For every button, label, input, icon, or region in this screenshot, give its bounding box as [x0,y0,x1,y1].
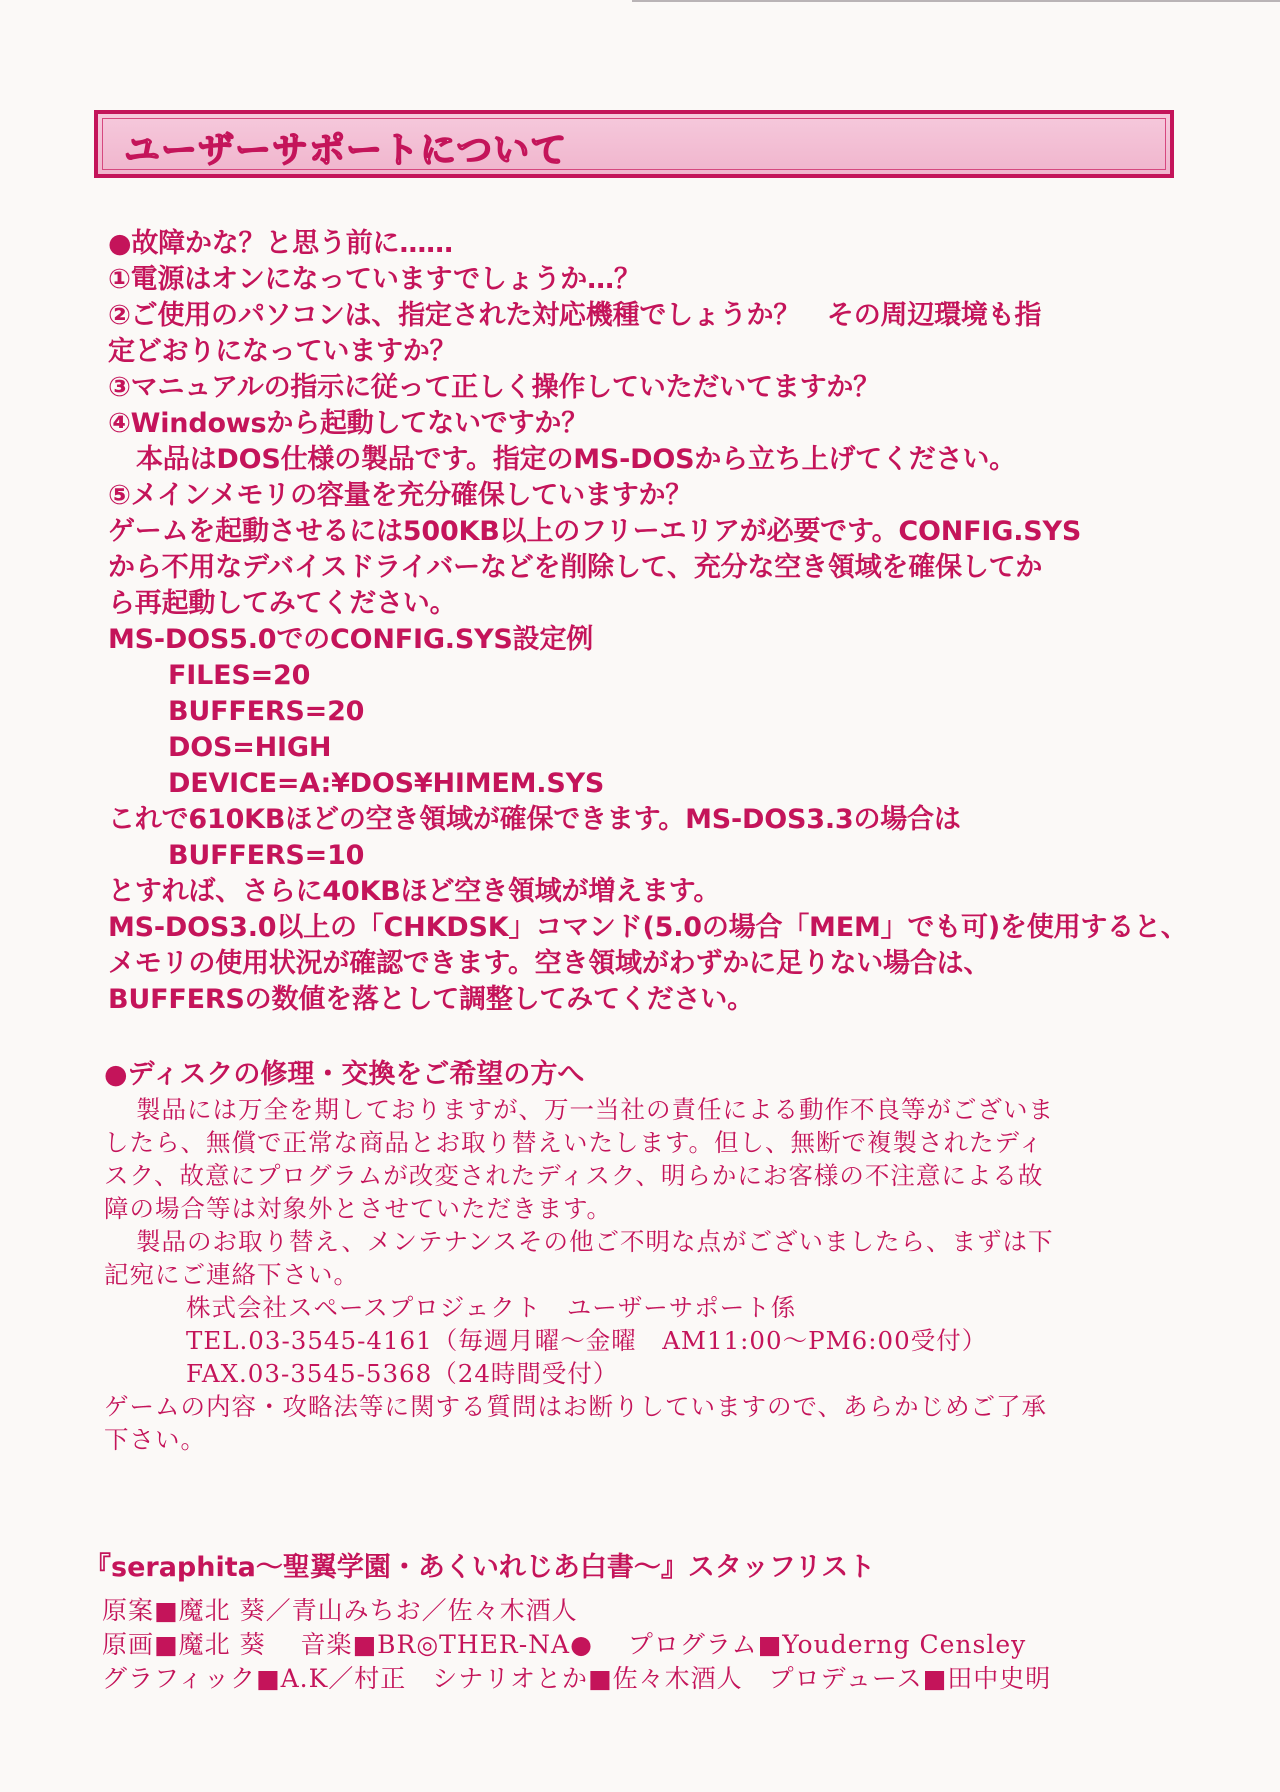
top-border-line [632,0,1280,2]
staff-line: グラフィック■A.K／村正 シナリオとか■佐々木酒人 プロデュース■田中史明 [102,1664,1052,1693]
config-line: BUFFERS=10 [168,840,365,871]
faq-item-5-text: ら再起動してみてください。 [108,588,457,619]
repair-text: ゲームの内容・攻略法等に関する質問はお断りしていますので、あらかじめご了承 [104,1392,1048,1421]
faq-item-5-text: から不用なデバイスドライバーなどを削除して、充分な空き領域を確保してか [108,552,1043,583]
faq-item-1: ①電源はオンになっていますでしょうか…？ [108,264,641,295]
repair-text: 製品には万全を期しておりますが、万一当社の責任による動作不良等がございま [136,1095,1054,1124]
repair-text: 障の場合等は対象外とさせていただきます。 [104,1194,613,1223]
config-line: DOS=HIGH [168,732,332,763]
config-line: DEVICE=A:¥DOS¥HIMEM.SYS [168,768,605,799]
faq-item-5-text: ゲームを起動させるには500KB以上のフリーエリアが必要です。CONFIG.SYS [108,516,1082,547]
config-example-heading: MS-DOS5.0でのCONFIG.SYS設定例 [108,624,594,655]
repair-text: 記宛にご連絡下さい。 [104,1260,359,1289]
support-tel: TEL.03-3545-4161（毎週月曜～金曜 AM11:00～PM6:00受付） [186,1326,988,1355]
support-fax: FAX.03-3545-5368（24時間受付） [186,1359,619,1388]
troubleshooting-section [108,226,1188,1018]
faq-item-5: ⑤メインメモリの容量を充分確保していますか？ [108,480,693,511]
staff-list [102,1594,1202,1696]
faq-heading: ●故障かな？と思う前に…… [108,228,453,259]
faq-item-4-note: 本品はDOS仕様の製品です。指定のMS-DOSから立ち上げてください。 [136,444,1016,475]
faq-item-4: ④Windowsから起動してないですか？ [108,408,589,439]
repair-text: 製品のお取り替え、メンテナンスその他ご不明な点がございましたら、まずは下 [136,1227,1054,1256]
repair-text: スク、故意にプログラムが改変されたディスク、明らかにお客様の不注意による故 [104,1161,1044,1190]
faq-item-3: ③マニュアルの指示に従って正しく操作していただいてますか？ [108,372,880,403]
section-banner [94,110,1174,178]
config-line: BUFFERS=20 [168,696,365,727]
support-company: 株式会社スペースプロジェクト ユーザーサポート係 [186,1293,797,1322]
faq-text: MS-DOS3.0以上の「CHKDSK」コマンド(5.0の場合「MEM」でも可)を使用すると、 [108,912,1188,943]
faq-text: BUFFERSの数値を落として調整してみてください。 [108,984,754,1015]
faq-item-2: ②ご使用のパソコンは、指定された対応機種でしょうか？ その周辺環境も指 [108,300,1042,331]
repair-text: 下さい。 [104,1425,206,1454]
staff-line: 原案■魔北 葵／青山みちお／佐々木酒人 [102,1596,578,1625]
repair-heading: ●ディスクの修理・交換をご希望の方へ [104,1059,585,1090]
repair-text: したら、無償で正常な商品とお取り替えいたします。但し、無断で複製されたディ [104,1128,1044,1157]
faq-text: これで610KBほどの空き領域が確保できます。MS-DOS3.3の場合は [108,804,961,835]
page-title: ユーザーサポートについて [124,130,568,171]
faq-text: メモリの使用状況が確認できます。空き領域がわずかに足りない場合は、 [108,948,991,979]
config-line: FILES=20 [168,660,311,691]
staff-line: 原画■魔北 葵 音楽■BR◎THER-NA● プログラム■Youderng Censley [102,1630,1027,1659]
repair-section [104,1093,1184,1456]
faq-item-2-cont: 定どおりになっていますか？ [108,336,457,367]
faq-text: とすれば、さらに40KBほど空き領域が増えます。 [108,876,721,907]
staff-heading: 『seraphita～聖翼学園・あくいれじあ白書～』スタッフリスト [84,1552,876,1583]
